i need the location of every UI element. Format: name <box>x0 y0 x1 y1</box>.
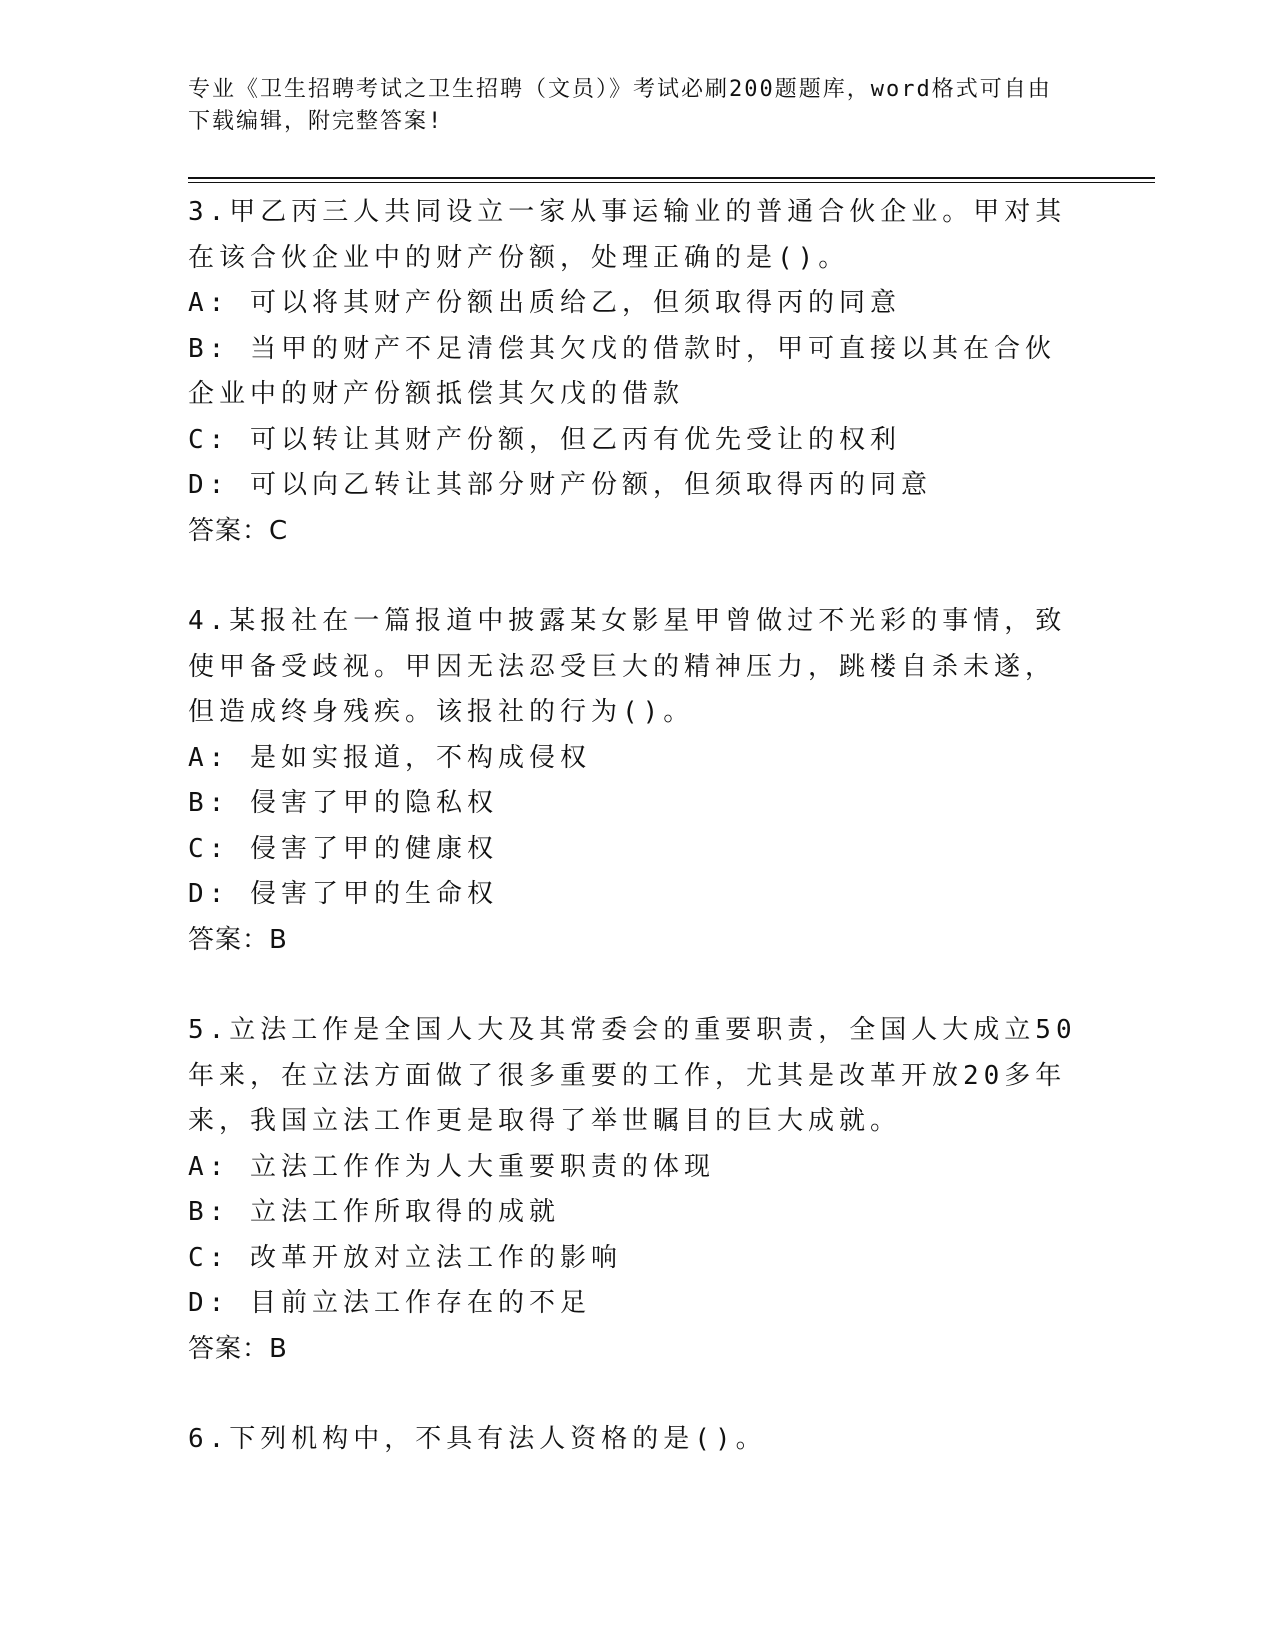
option-d: D: 目前立法工作存在的不足 <box>188 1288 591 1318</box>
option-a: A: 立法工作作为人大重要职责的体现 <box>188 1151 715 1182</box>
option-d: D: 可以向乙转让其部分财产份额，但须取得丙的同意 <box>188 470 932 500</box>
question-4 <box>188 599 1078 963</box>
question-5 <box>188 1008 1078 1372</box>
question-stem: 4.某报社在一篇报道中披露某女影星甲曾做过不光彩的事情，致使甲备受歧视。甲因无法忍受巨大的精神压力，跳楼自杀未遂，但造成终身残疾。该报社的行为()。 <box>188 606 1067 727</box>
answer-line: 答案：B <box>188 924 288 955</box>
option-d: D: 侵害了甲的生命权 <box>188 879 498 909</box>
option-c: C: 改革开放对立法工作的影响 <box>188 1242 622 1273</box>
option-b: B: 立法工作所取得的成就 <box>188 1197 560 1227</box>
option-c: C: 可以转让其财产份额，但乙丙有优先受让的权利 <box>188 424 901 455</box>
header-divider-thin <box>188 182 1155 183</box>
question-6 <box>188 1417 1078 1463</box>
question-3 <box>188 190 1078 554</box>
option-a: A: 是如实报道，不构成侵权 <box>188 742 591 773</box>
answer-line: 答案：B <box>188 1333 288 1364</box>
answer-line: 答案：C <box>188 515 289 546</box>
header-divider-thick <box>188 177 1155 179</box>
question-stem: 3.甲乙丙三人共同设立一家从事运输业的普通合伙企业。甲对其在该合伙企业中的财产份额，处理正确的是()。 <box>188 197 1067 273</box>
option-b: B: 当甲的财产不足清偿其欠戊的借款时，甲可直接以其在合伙企业中的财产份额抵偿其欠戊的借款 <box>188 333 1056 409</box>
option-a: A: 可以将其财产份额出质给乙，但须取得丙的同意 <box>188 288 901 318</box>
document-header: 专业《卫生招聘考试之卫生招聘（文员）》考试必刷200题题库，word格式可自由下载编辑，附完整答案! <box>188 77 1052 134</box>
question-stem: 6.下列机构中，不具有法人资格的是()。 <box>188 1424 767 1454</box>
question-stem: 5.立法工作是全国人大及其常委会的重要职责，全国人大成立50年来，在立法方面做了很多重要的工作，尤其是改革开放20多年来，我国立法工作更是取得了举世瞩目的巨大成就。 <box>188 1015 1077 1136</box>
option-b: B: 侵害了甲的隐私权 <box>188 788 498 818</box>
option-c: C: 侵害了甲的健康权 <box>188 833 498 864</box>
question-list <box>188 190 1078 1508</box>
